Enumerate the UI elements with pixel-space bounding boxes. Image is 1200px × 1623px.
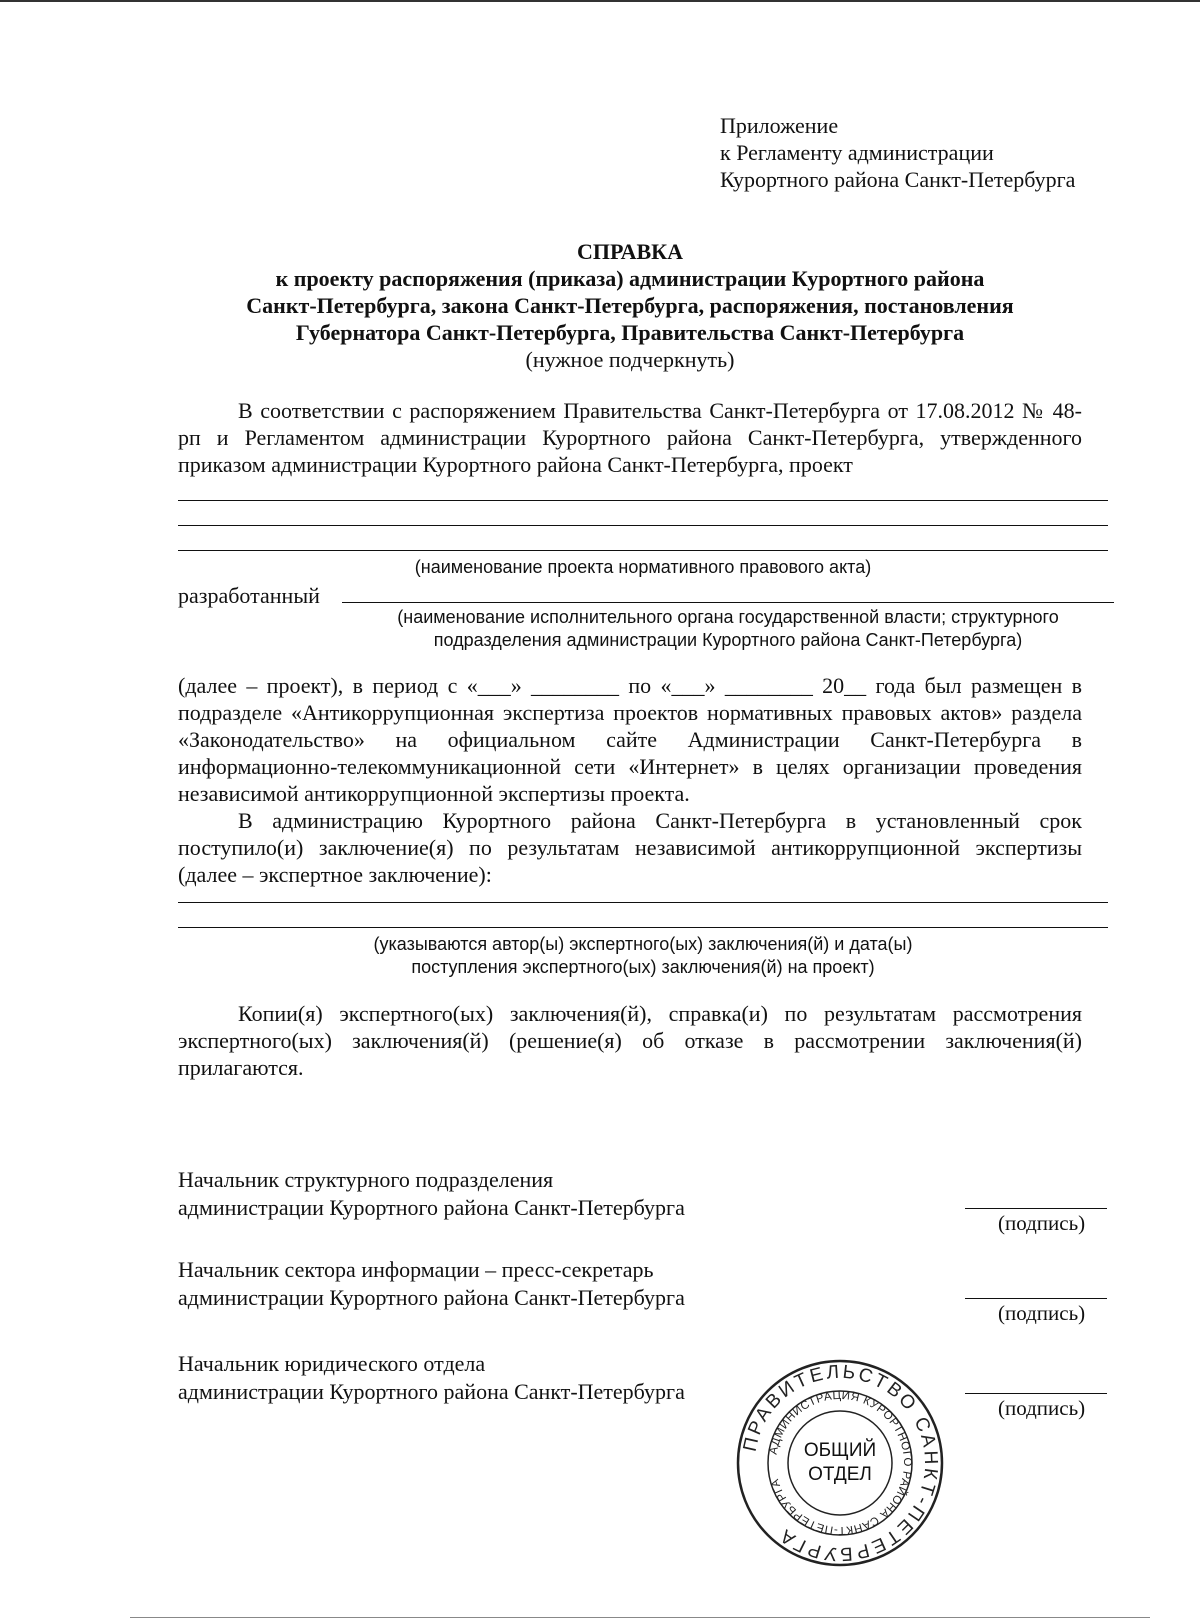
signature-2-title-line-2: администрации Курортного района Санкт-Петербурга (178, 1285, 685, 1310)
scan-border-top (0, 0, 1200, 2)
appendix-line-3: Курортного района Санкт-Петербурга (720, 167, 1076, 192)
signature-3-title-line-1: Начальник юридического отдела (178, 1351, 486, 1376)
copies-paragraph (178, 1000, 1082, 1081)
caption-authors (178, 933, 1108, 979)
signature-1-line (965, 1208, 1107, 1209)
received-text: В администрацию Курортного района Санкт-Петербурга в установленный срок поступило(и) заключение(я) по результатам независимой антикоррупционной экспертизы (далее – экспертное заключение): (178, 808, 1082, 887)
caption-authors-line-2: поступления экспертного(ых) заключения(й) на проект) (411, 957, 875, 977)
signature-3-label: (подпись) (998, 1396, 1086, 1420)
stamp-center (735, 1358, 945, 1568)
signature-1-title-line-2: администрации Курортного района Санкт-Петербурга (178, 1195, 685, 1220)
signature-2-label: (подпись) (998, 1301, 1086, 1325)
period-text: (далее – проект), в период с «___» ________ по «___» ________ 20__ года был размещен в подразделе «Антикоррупционная экспертиза проектов нормативных правовых актов» раздела «Законодательство» на официальном сайте Администрации Санкт-Петербурга в информационно-телекоммуникационной сети «Интернет» в целях организации проведения независимой антикоррупционной экспертизы проекта. (178, 673, 1082, 806)
intro-paragraph (178, 397, 1082, 478)
received-paragraph (178, 807, 1082, 888)
signature-3-title-line-2: администрации Курортного района Санкт-Петербурга (178, 1379, 685, 1404)
title-line-3: Губернатора Санкт-Петербурга, Правительства Санкт-Петербурга (295, 320, 965, 345)
blank-line-3 (178, 550, 1108, 551)
signature-block-3 (178, 1350, 685, 1406)
period-paragraph (178, 672, 1082, 807)
appendix-header (720, 112, 1075, 193)
signature-1-label: (подпись) (998, 1211, 1086, 1235)
document-title (180, 238, 1080, 373)
caption-authors-line-1: (указываются автор(ы) экспертного(ых) заключения(й) и дата(ы) (373, 934, 913, 954)
official-stamp (735, 1358, 945, 1568)
caption-developer (342, 606, 1114, 652)
title-line-1: к проекту распоряжения (приказа) администрации Курортного района (275, 266, 985, 291)
stamp-outer-text: ПРАВИТЕЛЬСТВО САНКТ-ПЕТЕРБУРГА (739, 1361, 942, 1565)
appendix-line-1: Приложение (720, 113, 839, 138)
developed-label: разработанный (178, 583, 320, 608)
caption-developer-line-2: подразделения администрации Курортного района Санкт-Петербурга) (433, 630, 1023, 650)
signature-block-1 (178, 1166, 685, 1222)
signature-block-2 (178, 1256, 685, 1312)
stamp-inner-text: АДМИНИСТРАЦИЯ КУРОРТНОГО РАЙОНА САНКТ-ПЕТЕРБУРГА (767, 1389, 914, 1537)
signature-2-title-line-1: Начальник сектора информации – пресс-секретарь (178, 1257, 654, 1282)
title-line-2: Санкт-Петербурга, закона Санкт-Петербурга, распоряжения, постановления (246, 293, 1014, 318)
scan-border-bottom (130, 1617, 1150, 1618)
appendix-line-2: к Регламенту администрации (720, 140, 994, 165)
authors-blank-line-1 (178, 902, 1108, 903)
developer-blank-line (342, 602, 1114, 603)
blank-line-2 (178, 525, 1108, 526)
caption-act-name: (наименование проекта нормативного правового акта) (414, 557, 872, 577)
title-note: (нужное подчеркнуть) (525, 347, 735, 372)
signature-2-line (965, 1298, 1107, 1299)
stamp-center-line-1: ОБЩИЙ (803, 1440, 877, 1461)
caption-developer-line-1: (наименование исполнительного органа государственной власти; структурного (397, 607, 1059, 627)
blank-line-1 (178, 500, 1108, 501)
signature-1-title-line-1: Начальник структурного подразделения (178, 1167, 554, 1192)
intro-text: В соответствии с распоряжением Правительства Санкт-Петербурга от 17.08.2012 № 48-рп и Регламентом администрации Курортного района Санкт-Петербурга, утвержденного приказом администрации Курортного района Санкт-Петербурга, проект (178, 398, 1082, 477)
signature-3-line (965, 1393, 1107, 1394)
stamp-center-line-2: ОТДЕЛ (808, 1464, 872, 1485)
authors-blank-line-2 (178, 927, 1108, 928)
title-main: СПРАВКА (576, 239, 684, 264)
copies-text: Копии(я) экспертного(ых) заключения(й), справка(и) по результатам рассмотрения экспертного(ых) заключения(й) (решение(я) об отказе в рассмотрении заключения(й) прилагаются. (178, 1001, 1082, 1080)
